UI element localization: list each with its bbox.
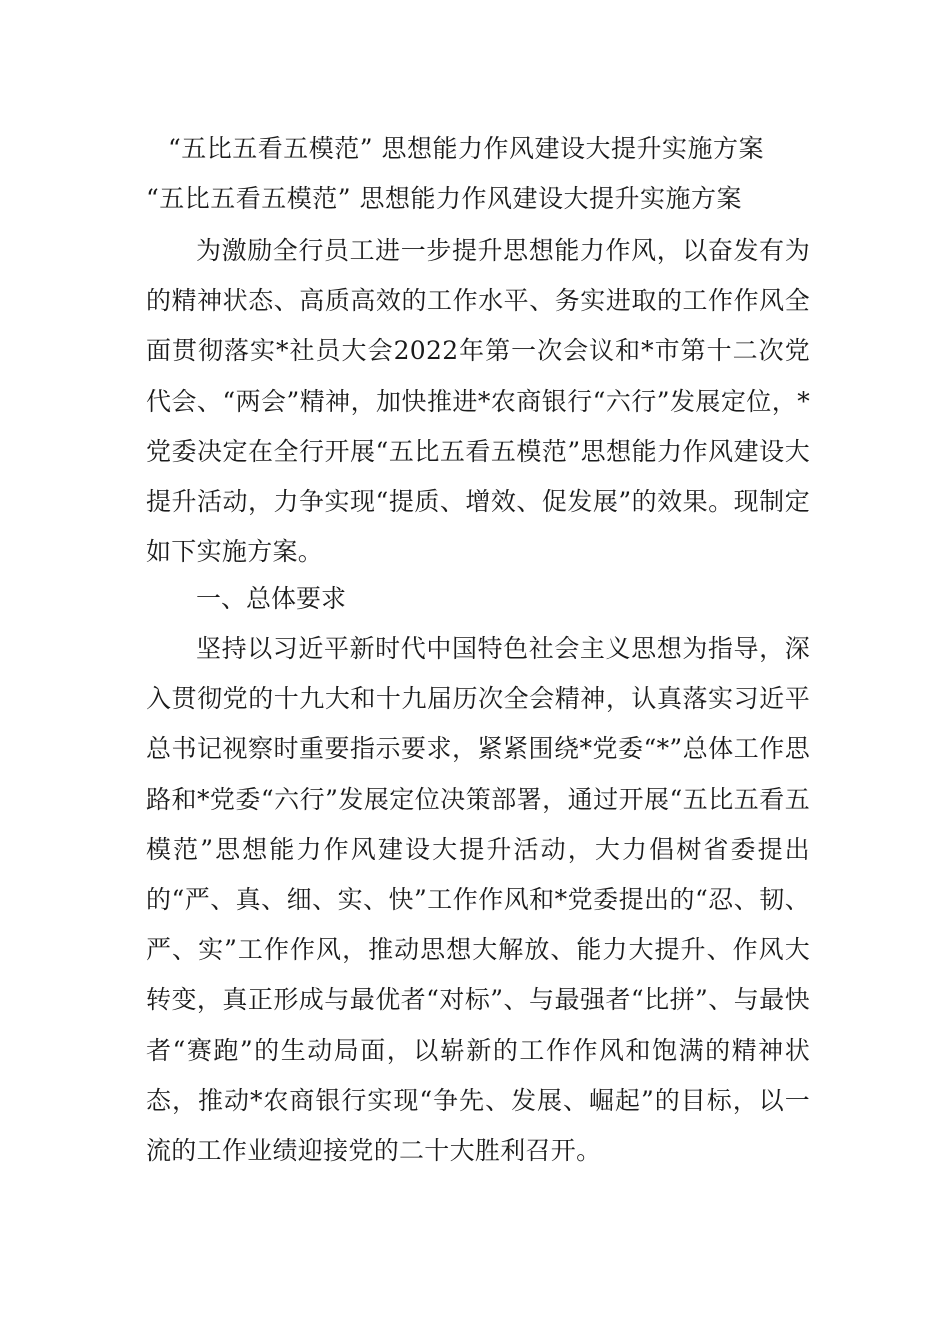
section-heading-general-requirements: 一、总体要求 xyxy=(196,584,347,613)
general-requirements-paragraph: 坚持以习近平新时代中国特色社会主义思想为指导，深入贯彻党的十九大和十九届历次全会精神，认真落实习近平总书记视察时重要指示要求，紧紧围绕*党委“*”总体工作思路和*党委“六行”发展定位决策部署，通过开展“五比五看五模范”思想能力作风建设大提升活动，大力倡树省委提出的“严、真、细、实、快”工作作风和*党委提出的“忍、韧、严、实”工作作风，推动思想大解放、能力大提升、作风大转变，真正形成与最优者“对标”、与最强者“比拼”、与最快者“赛跑”的生动局面，以崭新的工作作风和饱满的精神状态，推动*农商银行实现“争先、发展、崛起”的目标，以一流的工作业绩迎接党的二十大胜利召开。 xyxy=(146,634,810,1166)
document-title-line-2: “五比五看五模范” 思想能力作风建设大提升实施方案 xyxy=(146,184,743,213)
document-title-line-1: “五比五看五模范” 思想能力作风建设大提升实施方案 xyxy=(168,134,765,163)
intro-paragraph: 为激励全行员工进一步提升思想能力作风，以奋发有为的精神状态、高质高效的工作水平、务实进取的工作作风全面贯彻落实*社员大会2022年第一次会议和*市第十二次党代会、“两会”精神，加快推进*农商银行“六行”发展定位，*党委决定在全行开展“五比五看五模范”思想能力作风建设大提升活动，力争实现“提质、增效、促发展”的效果。现制定如下实施方案。 xyxy=(146,236,810,567)
